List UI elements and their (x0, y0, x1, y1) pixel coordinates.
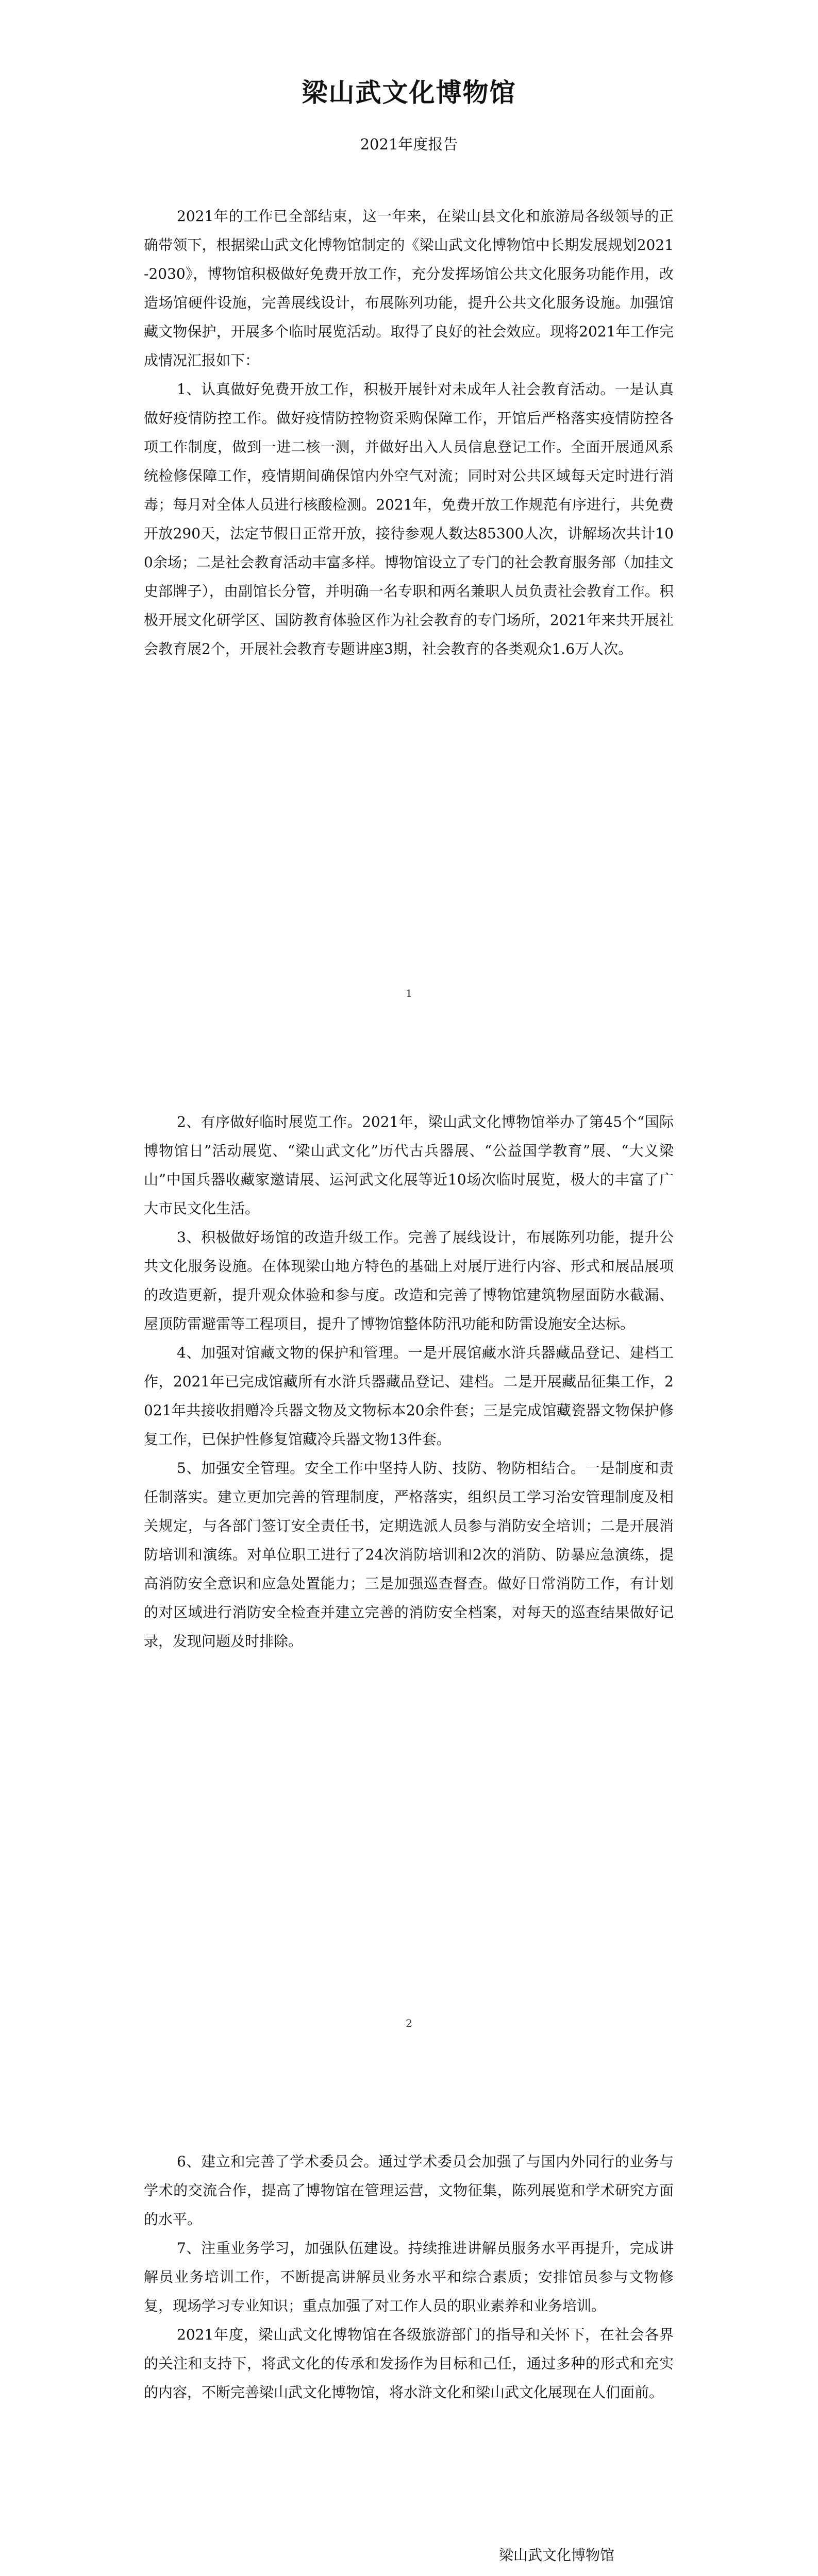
document-subtitle: 2021年度报告 (360, 135, 458, 153)
paragraph-conclusion: 2021年度，梁山武文化博物馆在各级旅游部门的指导和关怀下，在社会各界的关注和支持下，将武文化的传承和发扬作为目标和己任，通过多种的形式和充实的内容，不断完善梁山武文化博物馆，将水浒文化和梁山武文化展现在人们面前。 (144, 2326, 674, 2401)
page-3-body (144, 2147, 674, 2407)
page-1 (0, 0, 818, 1041)
signature-organization: 梁山武文化博物馆 (499, 2547, 615, 2564)
page-number: 1 (406, 987, 412, 999)
paragraph-item-5: 5、加强安全管理。安全工作中坚持人防、技防、物防相结合。一是制度和责任制落实。建立更加完善的管理制度，严格落实，组织员工学习治安管理制度及相关规定，与各部门签订安全责任书，定期选派人员参与消防安全培训；二是开展消防培训和演练。对单位职工进行了24次消防培训和2次的消防、防暴应急演练，提高消防安全意识和应急处置能力；三是加强巡查督查。做好日常消防工作，有计划的对区域进行消防安全检查并建立完善的消防安全档案，对每天的巡查结果做好记录，发现问题及时排除。 (144, 1460, 674, 1650)
paragraph-item-4: 4、加强对馆藏文物的保护和管理。一是开展馆藏水浒兵器藏品登记、建档工作，2021年已完成馆藏所有水浒兵器藏品登记、建档。二是开展藏品征集工作，2021年共接收捐赠冷兵器文物及文物标本20余件套；三是完成馆藏瓷器文物保护修复工作，已保护性修复馆藏冷兵器文物13件套。 (144, 1344, 674, 1448)
paragraph-item-1: 1、认真做好免费开放工作，积极开展针对未成年人社会教育活动。一是认真做好疫情防控工作。做好疫情防控物资采购保障工作，开馆后严格落实疫情防控各项工作制度，做到一进二核一测，并做好出入人员信息登记工作。全面开展通风系统检修保障工作，疫情期间确保馆内外空气对流；同时对公共区域每天定时进行消毒；每月对全体人员进行核酸检测。2021年，免费开放工作规范有序进行，共免费开放290天，法定节假日正常开放，接待参观人数达85300人次，讲解场次共计100余场；二是社会教育活动丰富多样。博物馆设立了专门的社会教育服务部（加挂文史部牌子），由副馆长分管，并明确一名专职和两名兼职人员负责社会教育工作。积极开展文化研学区、国防教育体验区作为社会教育的专门场所，2021年来共开展社会教育展2个，开展社会教育专题讲座3期，社会教育的各类观众1.6万人次。 (144, 381, 674, 657)
paragraph-intro: 2021年的工作已全部结束，这一年来，在梁山县文化和旅游局各级领导的正确带领下，根据梁山武文化博物馆制定的《梁山武文化博物馆中长期发展规划2021-2030》，博物馆积极做好免费开放工作，充分发挥场馆公共文化服务功能作用，改造场馆硬件设施，完善展线设计，布展陈列功能，提升公共文化服务设施。加强馆藏文物保护，开展多个临时展览活动。取得了良好的社会效应。现将2021年工作完成情况汇报如下： (144, 208, 674, 369)
paragraph-item-6: 6、建立和完善了学术委员会。通过学术委员会加强了与国内外同行的业务与学术的交流合作，提高了博物馆在管理运营，文物征集，陈列展览和学术研究方面的水平。 (144, 2153, 674, 2228)
page-3 (0, 2081, 818, 2576)
page-2-body (144, 1108, 674, 1656)
paragraph-item-2: 2、有序做好临时展览工作。2021年，梁山武文化博物馆举办了第45个“国际博物馆日”活动展览、“梁山武文化”历代古兵器展、“公益国学教育”展、“大义梁山”中国兵器收藏家邀请展、运河武文化展等近10场次临时展览，极大的丰富了广大市民文化生活。 (144, 1113, 674, 1217)
page-1-body (144, 202, 674, 664)
document-title: 梁山武文化博物馆 (302, 77, 516, 108)
paragraph-item-3: 3、积极做好场馆的改造升级工作。完善了展线设计，布展陈列功能，提升公共文化服务设施。在体现梁山地方特色的基础上对展厅进行内容、形式和展品展项的改造更新，提升观众体验和参与度。改造和完善了博物馆建筑物屋面防水截漏、屋顶防雷避雷等工程项目，提升了博物馆整体防汛功能和防雷设施安全达标。 (144, 1229, 674, 1332)
page-2 (0, 1041, 818, 2081)
paragraph-item-7: 7、注重业务学习，加强队伍建设。持续推进讲解员服务水平再提升，完成讲解员业务培训工作，不断提高讲解员业务水平和综合素质；安排馆员参与文物修复，现场学习专业知识；重点加强了对工作人员的职业素养和业务培训。 (144, 2240, 674, 2314)
page-number: 2 (406, 2017, 412, 2029)
